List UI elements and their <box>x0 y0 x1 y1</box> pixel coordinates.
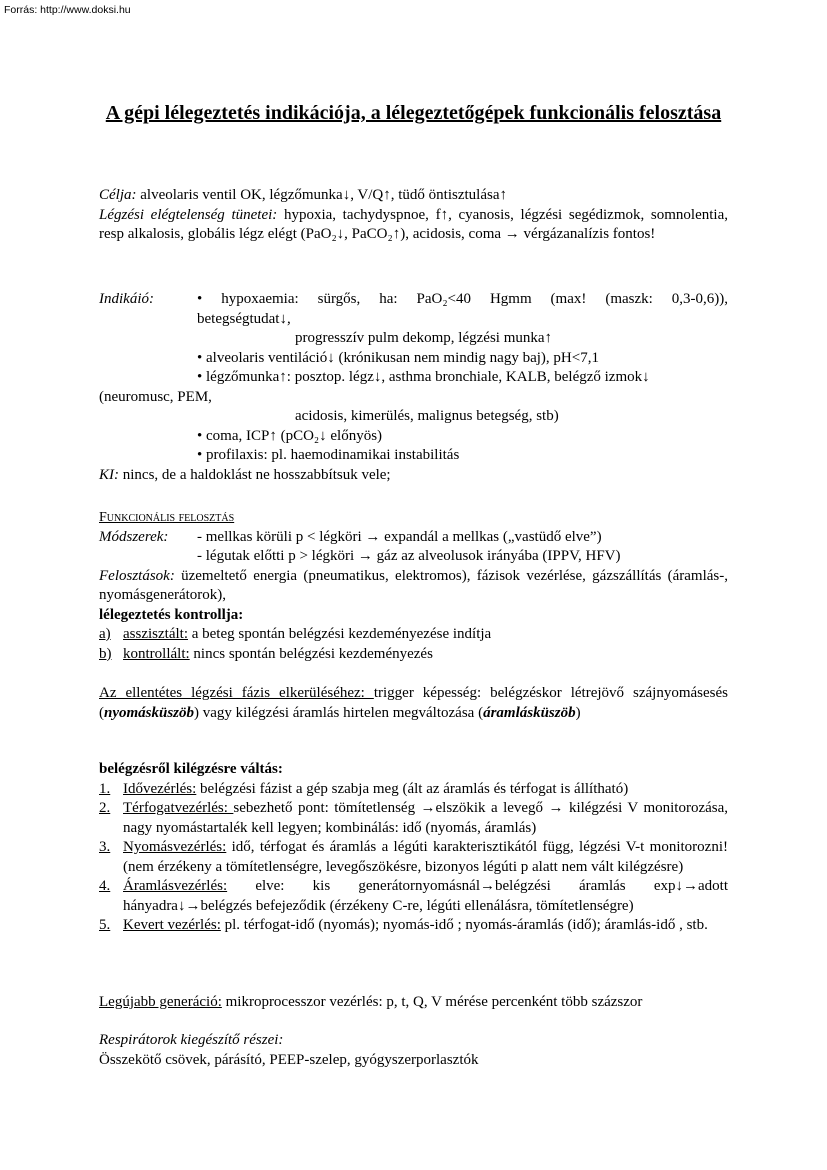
methods-line-1: - mellkas körüli p < légköri → expandál a mellkas („vastüdő elve”) <box>197 528 602 545</box>
divisions-label: Felosztások: <box>99 567 175 584</box>
flow-threshold: áramlásküszöb <box>483 704 576 721</box>
indication-line-9: • profilaxis: pl. haemodinamikai instabilitás <box>197 447 460 463</box>
opposite-phase-section <box>99 684 728 723</box>
item-text: sebezhető pont: tömítetlenség →elszökik a levegő → kilégzési V monitorozása, nagy nyomástartalék kell legyen; kombinálás: idő (nyomás, áramlás) <box>123 800 729 836</box>
indication-line-5: • légzőmunka↑: posztop. légz↓, asthma bronchiale, KALB, belégző izmok↓ <box>197 369 650 385</box>
control-b-text: nincs spontán belégzési kezdeményezés <box>189 645 433 662</box>
contraindication-text: nincs, de a haldoklást ne hosszabbítsuk vele; <box>119 466 391 483</box>
item-term: Térfogatvezérlés: <box>123 800 234 816</box>
switching-heading: belégzésről kilégzésre váltás: <box>99 761 283 777</box>
item-number: 1. <box>99 780 111 797</box>
item-number: 5. <box>99 917 111 933</box>
accessories-heading: Respirátorok kiegészítő részei: <box>99 1032 284 1048</box>
item-number: 2. <box>99 800 111 816</box>
switching-item <box>99 780 728 800</box>
item-number: 4. <box>99 878 111 894</box>
control-b-term: kontrollált: <box>123 645 190 662</box>
opposite-phase-text-2: ) vagy kilégzési áramlás hirtelen megváltozása ( <box>194 704 484 721</box>
item-text: elve: kis generátornyomásnál→belégzési áramlás exp↓→adott hányadra↓→belégzés befejeződik (érzékeny C-re, légúti ellenálásra, tömítetlenségre) <box>123 878 728 914</box>
goals-text: alveolaris ventil OK, légzőmunka↓, V/Q↑, tüdő öntisztulása↑ <box>136 187 507 203</box>
item-text: belégzési fázist a gép szabja meg (ált az áramlás és térfogat is állítható) <box>196 780 629 797</box>
latest-generation <box>99 993 728 1013</box>
item-term: Nyomásvezérlés: <box>123 839 227 855</box>
control-heading: lélegeztetés kontrollja: <box>99 606 244 623</box>
item-term: Áramlásvezérlés: <box>123 878 228 894</box>
indication-line-4: • alveolaris ventiláció↓ (krónikusan nem mindig nagy baj), pH<7,1 <box>197 349 599 366</box>
item-number: 3. <box>99 839 111 855</box>
indication-label: Indikáió: <box>99 291 154 307</box>
opposite-phase-term: Az ellentétes légzési fázis elkerüléséhez: <box>99 685 374 701</box>
indication-line-7: acidosis, kimerülés, malignus betegség, stb) <box>295 408 559 424</box>
goals-section <box>99 186 728 245</box>
pressure-threshold: nyomásküszöb <box>104 704 195 721</box>
indication-line-1: • hypoxaemia: sürgős, ha: PaO₂<40 Hgmm (max! (maszk: 0,3-0,6)), <box>197 291 728 307</box>
divisions-text: üzemeltető energia (pneumatikus, elektromos), fázisok vezérlése, gázszállítás (áramlás-, nyomásgenerátorok), <box>99 567 728 603</box>
contraindication-label: KI: <box>99 466 119 483</box>
indication-section <box>99 290 728 485</box>
control-b-number: b) <box>99 645 112 662</box>
control-a-term: asszisztált: <box>123 626 188 642</box>
latest-term: Legújabb generáció: <box>99 994 222 1010</box>
functional-section <box>99 508 728 664</box>
goals-label: Célja: <box>99 187 137 203</box>
functional-heading: Funkcionális felosztás <box>99 510 235 525</box>
accessories-text: Összekötő csövek, párásító, PEEP-szelep, gyógyszerporlasztók <box>99 1051 479 1068</box>
source-note: Forrás: http://www.doksi.hu <box>4 4 131 16</box>
methods-label: Módszerek: <box>99 528 169 545</box>
indication-line-3: progresszív pulm dekomp, légzési munka↑ <box>295 330 553 346</box>
indication-line-6: (neuromusc, PEM, <box>99 388 212 405</box>
page-title: A gépi lélegeztetés indikációja, a lélegeztetőgépek funkcionális felosztása <box>105 102 722 124</box>
control-a-text: a beteg spontán belégzési kezdeményezése indítja <box>187 626 492 642</box>
opposite-phase-text-1: trigger képesség: belégzéskor létrejövő szájnyomásesés ( <box>99 685 729 721</box>
control-a-number: a) <box>99 626 111 642</box>
accessories-section <box>99 1031 728 1070</box>
switching-item <box>99 799 728 838</box>
item-text: pl. térfogat-idő (nyomás); nyomás-idő ; nyomás-áramlás (idő); áramlás-idő , stb. <box>220 917 708 933</box>
switching-item <box>99 877 728 916</box>
item-term: Kevert vezérlés: <box>123 917 221 933</box>
switching-section <box>99 760 728 936</box>
methods-line-2: - légutak előtti p > légköri → gáz az alveolusok irányába (IPPV, HFV) <box>197 548 621 564</box>
latest-text: mikroprocesszor vezérlés: p, t, Q, V mérése percenként több százszor <box>221 994 643 1010</box>
switching-item <box>99 838 728 877</box>
symptoms-text: hypoxia, tachydyspnoe, f↑, cyanosis, légzési segédizmok, somnolentia, resp alkalosis, globális légz elégt (PaO₂↓, PaCO₂↑), acidosis, coma → vérgázanalízis fontos! <box>99 206 728 242</box>
opposite-phase-text-3: ) <box>575 704 581 721</box>
indication-line-8: • coma, ICP↑ (pCO₂↓ előnyös) <box>197 427 383 444</box>
symptoms-label: Légzési elégtelenség tünetei: <box>99 206 278 223</box>
indication-line-2: betegségtudat↓, <box>197 310 291 327</box>
item-text: idő, térfogat és áramlás a légúti karakterisztikától függ, légzési V-t monitorozni!(nem érzékeny a tömítetlenségre, levegőszökésre, bizonyos légúti p alatt nem vált kilégzésre) <box>123 839 728 875</box>
item-term: Idővezérlés: <box>123 780 197 797</box>
switching-item <box>99 916 728 936</box>
